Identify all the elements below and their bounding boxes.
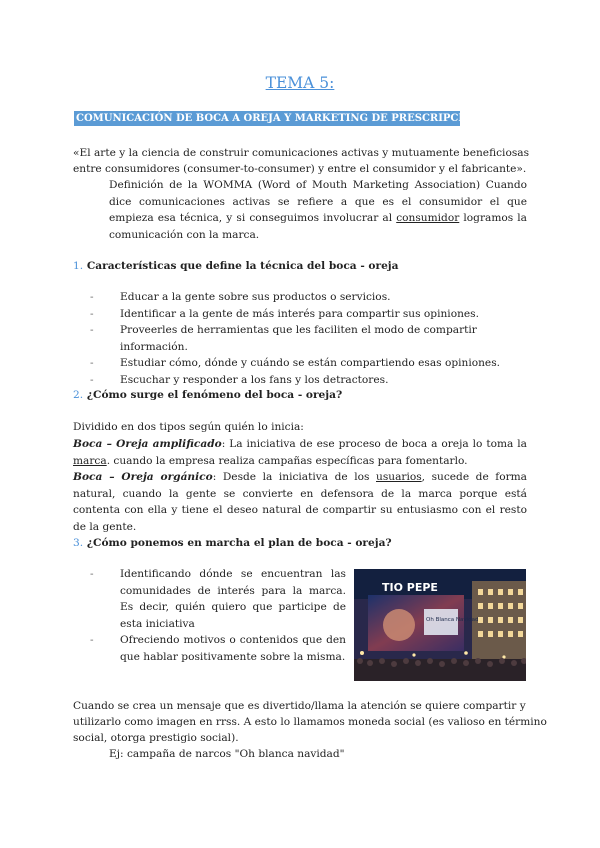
type-2-text-end: , sucede de forma natural, cuando la gente se convierte en defensora de la marca porque está contenta con ella y tiene el deseo natural de compartir su entusiasmo con el resto de la gente. (73, 471, 527, 533)
list-item: - Ofreciendo motivos o contenidos que den que hablar positivamente sobre la misma. (90, 632, 346, 665)
section-3-heading (73, 535, 533, 552)
section-3-number: 3. (73, 537, 84, 549)
closing-line-3: social, otorga prestigio social). (73, 732, 239, 744)
list-item: - Escuchar y responder a los fans y los detractores. (90, 372, 530, 389)
type-2-text: : Desde la iniciativa de los (212, 471, 376, 483)
type-2-label: Boca – Oreja orgánico (73, 471, 213, 483)
list-item: - Identificando dónde se encuentran las comunidades de interés para la marca. Es decir, quién quiero que participe de esta iniciativa (90, 566, 346, 632)
definition-paragraph (109, 177, 527, 243)
section-1-list (90, 289, 530, 388)
intro-quote-line-2: entre consumidores (consumer-to-consumer) y entre el consumidor y el fabricante». (73, 163, 527, 175)
tio-pepe-photo (354, 569, 526, 681)
type-1-text-end: . cuando la empresa realiza campañas específicas para fomentarlo. (106, 454, 468, 467)
type-1-paragraph (73, 436, 527, 469)
type-1-label: Boca – Oreja amplificado (73, 438, 222, 450)
photo-sign-text: TIO PEPE (382, 581, 438, 594)
section-2-heading-text: ¿Cómo surge el fenómeno del boca - oreja? (86, 389, 343, 401)
list-item: - Educar a la gente sobre sus productos o servicios. (90, 289, 530, 306)
section-2-heading (73, 387, 533, 404)
section-1-number: 1. (73, 260, 84, 272)
page-title: TEMA 5: (265, 74, 335, 92)
intro-quote-line-1: «El arte y la ciencia de construir comunicaciones activas y mutuamente beneficiosas (73, 147, 530, 159)
section-1-heading-text: Características que define la técnica del boca - oreja (86, 260, 399, 272)
definition-underlined-word: consumidor (396, 212, 460, 224)
type-2-underlined-word: usuarios (376, 471, 422, 483)
photo-banner-text: Oh Blanca Navidad (426, 617, 479, 623)
closing-line-2: utilizarlo como imagen en rrss. A esto lo llamamos moneda social (es valioso en término (73, 716, 547, 728)
section-banner: COMUNICACIÓN DE BOCA A OREJA Y MARKETING DE PRESCRIPCIÓN: (76, 113, 485, 124)
list-item: - Proveerles de herramientas que les faciliten el modo de compartir información. (90, 322, 530, 355)
section-3-heading-text: ¿Cómo ponemos en marcha el plan de boca - oreja? (86, 537, 392, 549)
section-3-list (90, 566, 346, 665)
definition-text-end: logramos la comunicación con la marca. (109, 212, 527, 241)
type-1-underlined-word: marca (73, 454, 107, 467)
definition-text: Definición de la WOMMA (Word of Mouth Marketing Association) Cuando dice comunicaciones activas se refiere a que es el consumidor el que empieza esa técnica, y si conseguimos involucrar al (109, 179, 527, 224)
section-1-heading (73, 258, 533, 275)
example-line: Ej: campaña de narcos "Oh blanca navidad" (109, 748, 345, 760)
photo-illustration (354, 569, 526, 681)
type-2-paragraph (73, 469, 527, 535)
list-item: - Identificar a la gente de más interés para compartir sus opiniones. (90, 306, 530, 323)
closing-line-1: Cuando se crea un mensaje que es divertido/llama la atención se quiere compartir y (73, 700, 526, 712)
type-1-text: : La iniciativa de ese proceso de boca a oreja lo toma la (221, 438, 527, 450)
section-2-number: 2. (73, 389, 84, 401)
section-2-intro: Dividido en dos tipos según quién lo inicia: (73, 421, 304, 433)
list-item: - Estudiar cómo, dónde y cuándo se están compartiendo esas opiniones. (90, 355, 530, 372)
